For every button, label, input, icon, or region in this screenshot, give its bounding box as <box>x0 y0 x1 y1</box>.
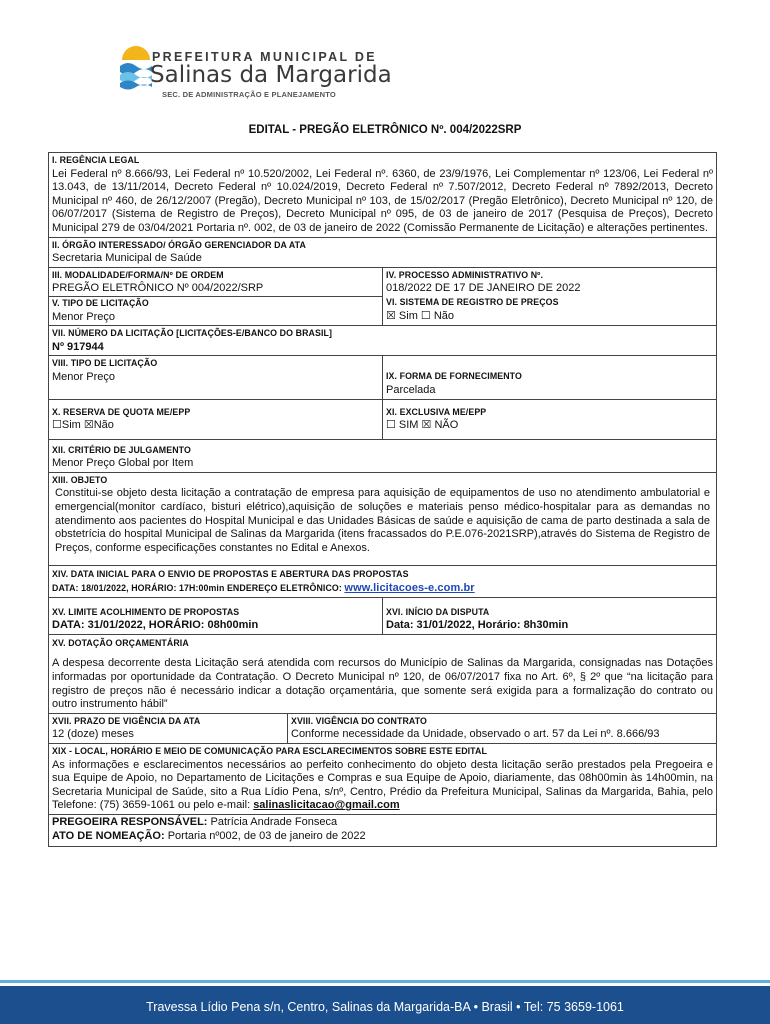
cell-limite <box>49 598 383 634</box>
section-text: As informações e esclarecimentos necessários ao perfeito conhecimento do objeto desta licitação serão prestados pela Pregoeira e sua Equipe de Apoio, no Departamento de Licitações e Compras e sua Equipe de Apoio, diariamente, das 08h00min às 14h00min, na Secretaria Municipal de Saúde, sito a Rua Lídio Pena, s/nº, Centro, Prédio da Prefeitura Municipal, Salinas da Margarida, Bahia, pelo Telefone: (75) 3659-1061 ou pelo e-mail: <box>52 758 713 812</box>
section-text: Parcelada <box>386 383 436 396</box>
section-regencia-legal <box>49 153 716 238</box>
section-heading: VII. NÚMERO DA LICITAÇÃO [LICITAÇÕES-E/BANCO DO BRASIL] <box>52 328 332 339</box>
section-dotacao <box>49 635 716 714</box>
footer-accent-line <box>0 980 770 983</box>
section-heading: XVIII. VIGÊNCIA DO CONTRATO <box>291 715 427 726</box>
cell-inicio <box>383 598 716 634</box>
cell-modalidade <box>49 268 383 325</box>
nomeacao-value: Portaria nº002, de 03 de janeiro de 2022 <box>167 829 366 842</box>
section-text: 018/2022 DE 17 DE JANEIRO DE 2022 <box>386 282 581 295</box>
org-name-line2: Salinas da Margarida <box>150 62 392 88</box>
section-text: 12 (doze) meses <box>52 728 134 741</box>
section-responsavel <box>49 815 716 846</box>
section-text: Menor Preço Global por Item <box>52 457 194 470</box>
section-text: Constitui-se objeto desta licitação a contratação de empresa para aquisição de equipamentos de uso no atendimento ambulatorial e emergencial(monitor cardíaco, bisturi elétrico),aquisição de soluções e materiais penso médico-hospitalar para as demandas no atendimento aos pacientes do Hospital Municipal e das Unidades Básicas de saúde e aquisição de cama de parto destinada a sala de obstetrícia do hospital Municipal de Salinas da Margarida (itens fracassados do P.E.076-2021SRP),através do Sistema de Registro de Preços, conforme especificações constantes no Edital e Anexos. <box>55 487 710 554</box>
cell-forma <box>383 356 716 398</box>
section-text: ☒ Sim ☐ Não <box>386 309 455 322</box>
section-text: Secretaria Municipal de Saúde <box>52 252 202 265</box>
section-heading: XI. EXCLUSIVA ME/EPP <box>386 406 487 417</box>
section-orgao <box>49 238 716 268</box>
cell-tipo <box>49 356 383 398</box>
cell-reserva <box>49 400 383 439</box>
section-heading: XV. LIMITE ACOLHIMENTO DE PROPOSTAS <box>52 606 240 617</box>
section-text: Lei Federal nº 8.666/93, Lei Federal nº 10.520/2002, Lei Federal nº. 6360, de 23/9/1976, Lei Complementar nº 123/06, Lei Federal nº 13.043, de 13/11/2014, Decreto Federal nº 10.024/2019, Decreto Federal nº 7.507/2012, Decreto Federal nº 7892/2013, Decreto Municipal nº 460, de 26/12/2007 (Pregão), Decreto Municipal nº 103, de 15/02/2017 (Pregão Eletrônico), Decreto Municipal nº 120, de 06/07/2017 (Sistema de Registro de Preços), Decreto Municipal nº 095, de 03 de janeiro de 2017 (Pesquisa de Preços), Decreto Municipal 279 de 03/04/2021 Portaria nº. 002, de 03 de janeiro de 2022 (Comissão Permanente de Licitação) e alterações pertinentes. <box>52 167 713 234</box>
cell-vigencia-contrato <box>288 714 716 743</box>
row-vigencia <box>49 714 716 744</box>
section-heading: III. MODALIDADE/FORMA/Nº DE ORDEM <box>52 269 224 280</box>
section-text: Menor Preço <box>52 310 115 323</box>
section-criterio <box>49 440 716 473</box>
nomeacao-label: ATO DE NOMEAÇÃO: <box>52 829 168 842</box>
section-heading: VIII. TIPO DE LICITAÇÃO <box>52 358 158 369</box>
section-text: ☐ SIM ☒ NÃO <box>386 419 459 432</box>
municipal-logo-icon <box>118 38 154 90</box>
section-heading: XIII. OBJETO <box>52 474 108 485</box>
section-text: Nº 917944 <box>52 340 104 353</box>
section-heading: XII. CRITÉRIO DE JULGAMENTO <box>52 444 191 455</box>
section-heading: XVII. PRAZO DE VIGÊNCIA DA ATA <box>52 715 201 726</box>
contact-email-link[interactable]: salinaslicitacao@gmail.com <box>253 799 400 812</box>
row-reserva-exclusiva <box>49 400 716 440</box>
section-esclarecimentos <box>49 744 716 815</box>
section-heading: VI. SISTEMA DE REGISTRO DE PREÇOS <box>386 296 559 307</box>
section-heading: IV. PROCESSO ADMINISTRATIVO Nº. <box>386 269 544 280</box>
document-title: EDITAL - PREGÃO ELETRÔNICO Nº. 004/2022SRP <box>248 124 522 136</box>
org-department: SEC. DE ADMINISTRAÇÃO E PLANEJAMENTO <box>162 90 336 99</box>
section-text: Conforme necessidade da Unidade, observado o art. 57 da Lei nº. 8.666/93 <box>291 728 660 741</box>
footer-address: Travessa Lídio Pena s/n, Centro, Salinas da Margarida-BA • Brasil • Tel: 75 3659-1061 <box>146 1000 624 1014</box>
licitacoes-link[interactable]: www.licitacoes-e.com.br <box>344 582 475 595</box>
cell-exclusiva <box>383 400 716 439</box>
section-text: DATA: 18/01/2022, HORÁRIO: 17H:00min ENDEREÇO ELETRÔNICO: <box>52 583 345 594</box>
section-text: ☐Sim ☒Não <box>52 419 114 432</box>
section-data-inicial <box>49 566 716 597</box>
section-objeto <box>49 473 716 567</box>
section-heading: XIV. DATA INICIAL PARA O ENVIO DE PROPOSTAS E ABERTURA DAS PROPOSTAS <box>52 569 409 580</box>
section-text: PREGÃO ELETRÔNICO Nº 004/2022/SRP <box>52 282 264 295</box>
row-tipo-forma <box>49 356 716 399</box>
section-text: A despesa decorrente desta Licitação será atendida com recursos do Município de Salinas da Margarida, consignadas nas Dotações informadas por oportunidade da Contratação. O Decreto Municipal nº 120, de 06/07/2017 fixa no Art. 6º, § 2º que “na licitação para registro de preços não é necessário indicar a dotação orçamentária, que somente será exigida para a formalização do contrato ou outro instrumento hábil” <box>52 657 713 711</box>
section-text: Data: 31/01/2022, Horário: 8h30min <box>386 619 569 632</box>
section-heading: XV. DOTAÇÃO ORÇAMENTÁRIA <box>52 637 189 648</box>
section-text: DATA: 31/01/2022, HORÁRIO: 08h00min <box>52 619 259 632</box>
section-heading: X. RESERVA DE QUOTA ME/EPP <box>52 406 191 417</box>
edital-summary-table <box>48 152 717 847</box>
org-name-line1: PREFEITURA MUNICIPAL DE <box>152 50 377 64</box>
section-heading: V. TIPO DE LICITAÇÃO <box>49 296 382 311</box>
cell-prazo-ata <box>49 714 288 743</box>
pregoeira-label: PREGOEIRA RESPONSÁVEL: <box>52 815 211 828</box>
section-heading: I. REGÊNCIA LEGAL <box>52 155 140 165</box>
section-heading: XVI. INÍCIO DA DISPUTA <box>386 606 490 617</box>
section-heading: IX. FORMA DE FORNECIMENTO <box>386 371 522 382</box>
section-text: Menor Preço <box>52 370 115 383</box>
pregoeira-name: Patrícia Andrade Fonseca <box>210 815 338 828</box>
cell-processo <box>383 268 716 325</box>
letterhead <box>0 0 770 120</box>
row-modalidade-processo <box>49 268 716 326</box>
row-limite-inicio <box>49 598 716 635</box>
section-heading: XIX - LOCAL, HORÁRIO E MEIO DE COMUNICAÇÃO PARA ESCLARECIMENTOS SOBRE ESTE EDITAL <box>52 745 487 756</box>
section-numero-licitacao <box>49 326 716 356</box>
section-heading: II. ÓRGÃO INTERESSADO/ ÓRGÃO GERENCIADOR DA ATA <box>52 239 306 250</box>
